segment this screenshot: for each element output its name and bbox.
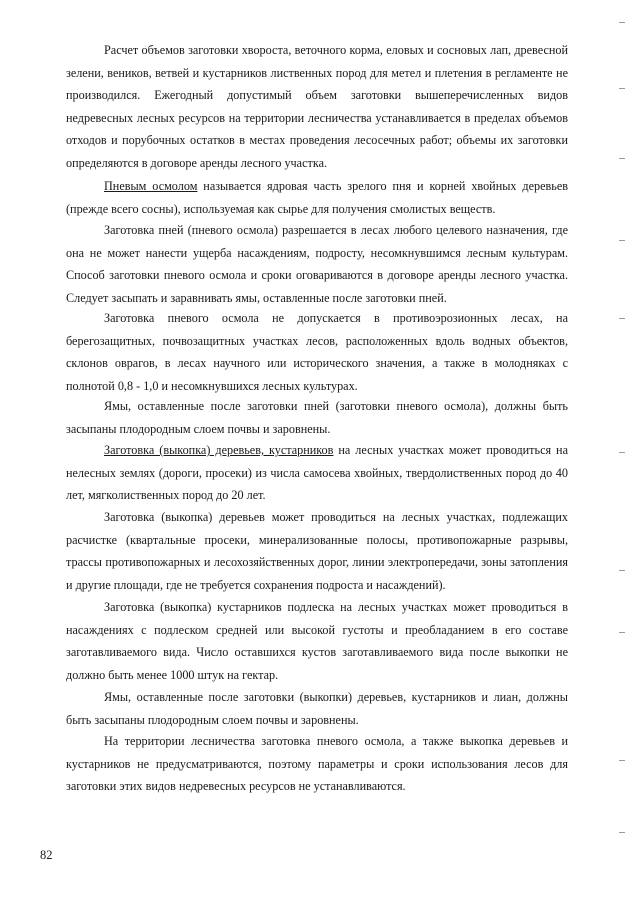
paragraph-stump-harvest-restrictions [66, 307, 568, 397]
paragraph-text: На территории лесничества заготовка пневого осмола, а также выкопка деревьев и кустарников не предусматриваются, поэтому параметры и сроки использования лесов для заготовки этих видов недревесных ресурсов не устанавливаются. [66, 734, 568, 794]
paragraph-tree-digging-areas [66, 506, 568, 596]
scan-edge-mark [619, 760, 625, 761]
paragraph-pits-after-digging [66, 686, 568, 731]
paragraph-text: Ямы, оставленные после заготовки (выкопки) деревьев, кустарников и лиан, должны быть засыпаны плодородным слоем почвы и заровнены. [66, 690, 568, 727]
paragraph-text: Ямы, оставленные после заготовки пней (заготовки пневого осмола), должны быть засыпаны плодородным слоем почвы и заровнены. [66, 399, 568, 436]
paragraph-not-provided [66, 730, 568, 798]
paragraph-text: называется ядровая часть зрелого пня и корней хвойных деревьев (прежде всего сосны), используемая как сырье для получения смолистых веществ. [66, 179, 568, 216]
paragraph-brushwood-harvest [66, 39, 568, 175]
underlined-term: Заготовка (выкопка) деревьев, кустарников [104, 443, 334, 457]
paragraph-pits-after-stumps [66, 395, 568, 440]
paragraph-stump-resin-definition [66, 175, 568, 220]
paragraph-text: Заготовка пневого осмола не допускается в противоэрозионных лесах, на берегозащитных, почвозащитных участках лесов, расположенных вдоль водных объектов, склонов оврагов, в лесах научного или исторического значения, а также в молодняках с полнотой 0,8 - 1,0 и несомкнувшихся лесных культурах. [66, 311, 568, 393]
paragraph-text: Расчет объемов заготовки хвороста, веточного корма, еловых и сосновых лап, древесной зелени, веников, ветвей и кустарников лиственных пород для метел и плетения в регламенте не производился. Ежегодный допустимый объем заготовки вышеперечисленных видов недревесных лесных ресурсов на территории лесничества устанавливается в пределах объемов отходов и порубочных остатков в местах проведения лесосечных работ; объемы их заготовки определяются в договоре аренды лесного участка. [66, 43, 568, 170]
scan-edge-mark [619, 22, 625, 23]
scan-edge-mark [619, 88, 625, 89]
paragraph-text: Заготовка (выкопка) кустарников подлеска на лесных участках может проводиться в насаждениях с подлеском средней или высокой густоты и преобладанием в его составе заготавливаемого вида. Число оставшихся кустов заготавливаемого вида после выкопки не должно быть менее 1000 штук на гектар. [66, 600, 568, 682]
paragraph-text: Заготовка (выкопка) деревьев может проводиться на лесных участках, подлежащих расчистке (квартальные просеки, минерализованные полосы, противопожарные разрывы, трассы противопожарных и лесохозяйственных дорог, линии электропередачи, зоны затопления и другие площади, где не требуется сохранения подроста и насаждений). [66, 510, 568, 592]
scan-edge-mark [619, 158, 625, 159]
paragraph-text: Заготовка пней (пневого осмола) разрешается в лесах любого целевого назначения, где она не может нанести ущерба насаждениям, подросту, несомкнувшимся лесным культурам. Способ заготовки пневого осмола и сроки оговариваются в договоре аренды лесного участка. Следует засыпать и заравнивать ямы, оставленные после заготовки пней. [66, 223, 568, 305]
scan-edge-mark [619, 240, 625, 241]
scan-edge-mark [619, 570, 625, 571]
scan-edge-mark [619, 832, 625, 833]
underlined-term: Пневым осмолом [104, 179, 198, 193]
paragraph-undergrowth-shrubs [66, 596, 568, 686]
paragraph-stump-harvest-permission [66, 219, 568, 309]
paragraph-text: на лесных участках может проводиться на нелесных землях (дороги, просеки) из числа самосева хвойных, твердолиственных пород до 40 лет, мягколиственных пород до 20 лет. [66, 443, 568, 503]
scan-edge-mark [619, 318, 625, 319]
paragraph-tree-shrub-digging [66, 439, 568, 507]
scan-edge-mark [619, 452, 625, 453]
scan-edge-mark [619, 632, 625, 633]
page-number: 82 [40, 848, 53, 862]
